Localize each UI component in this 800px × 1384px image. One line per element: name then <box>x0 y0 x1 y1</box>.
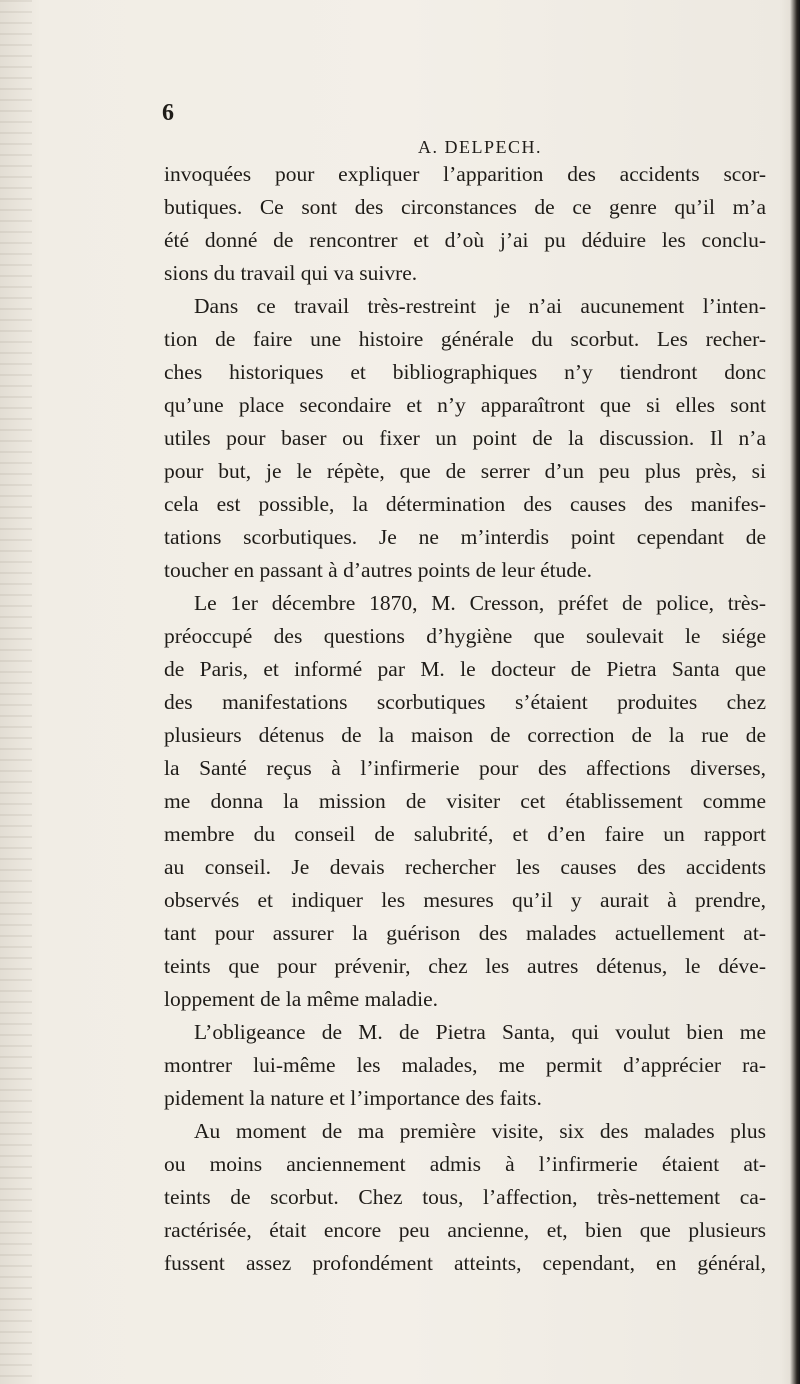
text-line: invoquées pour expliquer l’apparition des accidents scor- <box>164 162 766 186</box>
text-line: tations scorbutiques. Je ne m’interdis point cependant de <box>164 525 766 549</box>
text-line: tant pour assurer la guérison des malades actuellement at- <box>164 921 766 945</box>
text-line: toucher en passant à d’autres points de leur étude. <box>164 558 593 582</box>
text-line: butiques. Ce sont des circonstances de ce genre qu’il m’a <box>164 195 766 219</box>
text-line: observés et indiquer les mesures qu’il y aurait à prendre, <box>164 888 766 912</box>
text-line: la Santé reçus à l’infirmerie pour des affections diverses, <box>164 756 766 780</box>
body-text <box>164 158 766 1280</box>
text-line: Dans ce travail très-restreint je n’ai aucunement l’inten- <box>194 294 766 318</box>
text-line: préoccupé des questions d’hygiène que soulevait le siége <box>164 624 766 648</box>
text-line: L’obligeance de M. de Pietra Santa, qui voulut bien me <box>194 1020 766 1044</box>
text-line: de Paris, et informé par M. le docteur de Pietra Santa que <box>164 657 766 681</box>
text-line: montrer lui-même les malades, me permit d’apprécier ra- <box>164 1053 766 1077</box>
text-line: au conseil. Je devais rechercher les causes des accidents <box>164 855 766 879</box>
text-line: me donna la mission de visiter cet établissement comme <box>164 789 766 813</box>
text-line: teints que pour prévenir, chez les autres détenus, le déve- <box>164 954 766 978</box>
page-edge-shadow <box>790 0 800 1384</box>
text-line: pour but, je le répète, que de serrer d’un peu plus près, si <box>164 459 766 483</box>
text-line: membre du conseil de salubrité, et d’en faire un rapport <box>164 822 766 846</box>
binding-gutter <box>0 0 32 1384</box>
page-number: 6 <box>162 100 174 126</box>
text-line: des manifestations scorbutiques s’étaient produites chez <box>164 690 766 714</box>
text-line: cela est possible, la détermination des causes des manifes- <box>164 492 766 516</box>
text-line: teints de scorbut. Chez tous, l’affection, très-nettement ca- <box>164 1185 766 1209</box>
text-line: fussent assez profondément atteints, cependant, en général, <box>164 1251 766 1275</box>
text-line: été donné de rencontrer et d’où j’ai pu déduire les conclu- <box>164 228 766 252</box>
text-line: pidement la nature et l’importance des faits. <box>164 1086 542 1110</box>
text-line: plusieurs détenus de la maison de correction de la rue de <box>164 723 766 747</box>
text-line: ractérisée, était encore peu ancienne, et, bien que plusieurs <box>164 1218 766 1242</box>
text-line: ches historiques et bibliographiques n’y tiendront donc <box>164 360 766 384</box>
text-line: Au moment de ma première visite, six des malades plus <box>194 1119 766 1143</box>
text-line: Le 1er décembre 1870, M. Cresson, préfet de police, très- <box>194 591 766 615</box>
text-line: tion de faire une histoire générale du scorbut. Les recher- <box>164 327 766 351</box>
text-line: qu’une place secondaire et n’y apparaîtront que si elles sont <box>164 393 766 417</box>
text-line: utiles pour baser ou fixer un point de la discussion. Il n’a <box>164 426 766 450</box>
text-line: loppement de la même maladie. <box>164 987 439 1011</box>
text-line: sions du travail qui va suivre. <box>164 261 418 285</box>
text-line: ou moins anciennement admis à l’infirmerie étaient at- <box>164 1152 766 1176</box>
running-head: A. DELPECH. <box>418 137 542 157</box>
